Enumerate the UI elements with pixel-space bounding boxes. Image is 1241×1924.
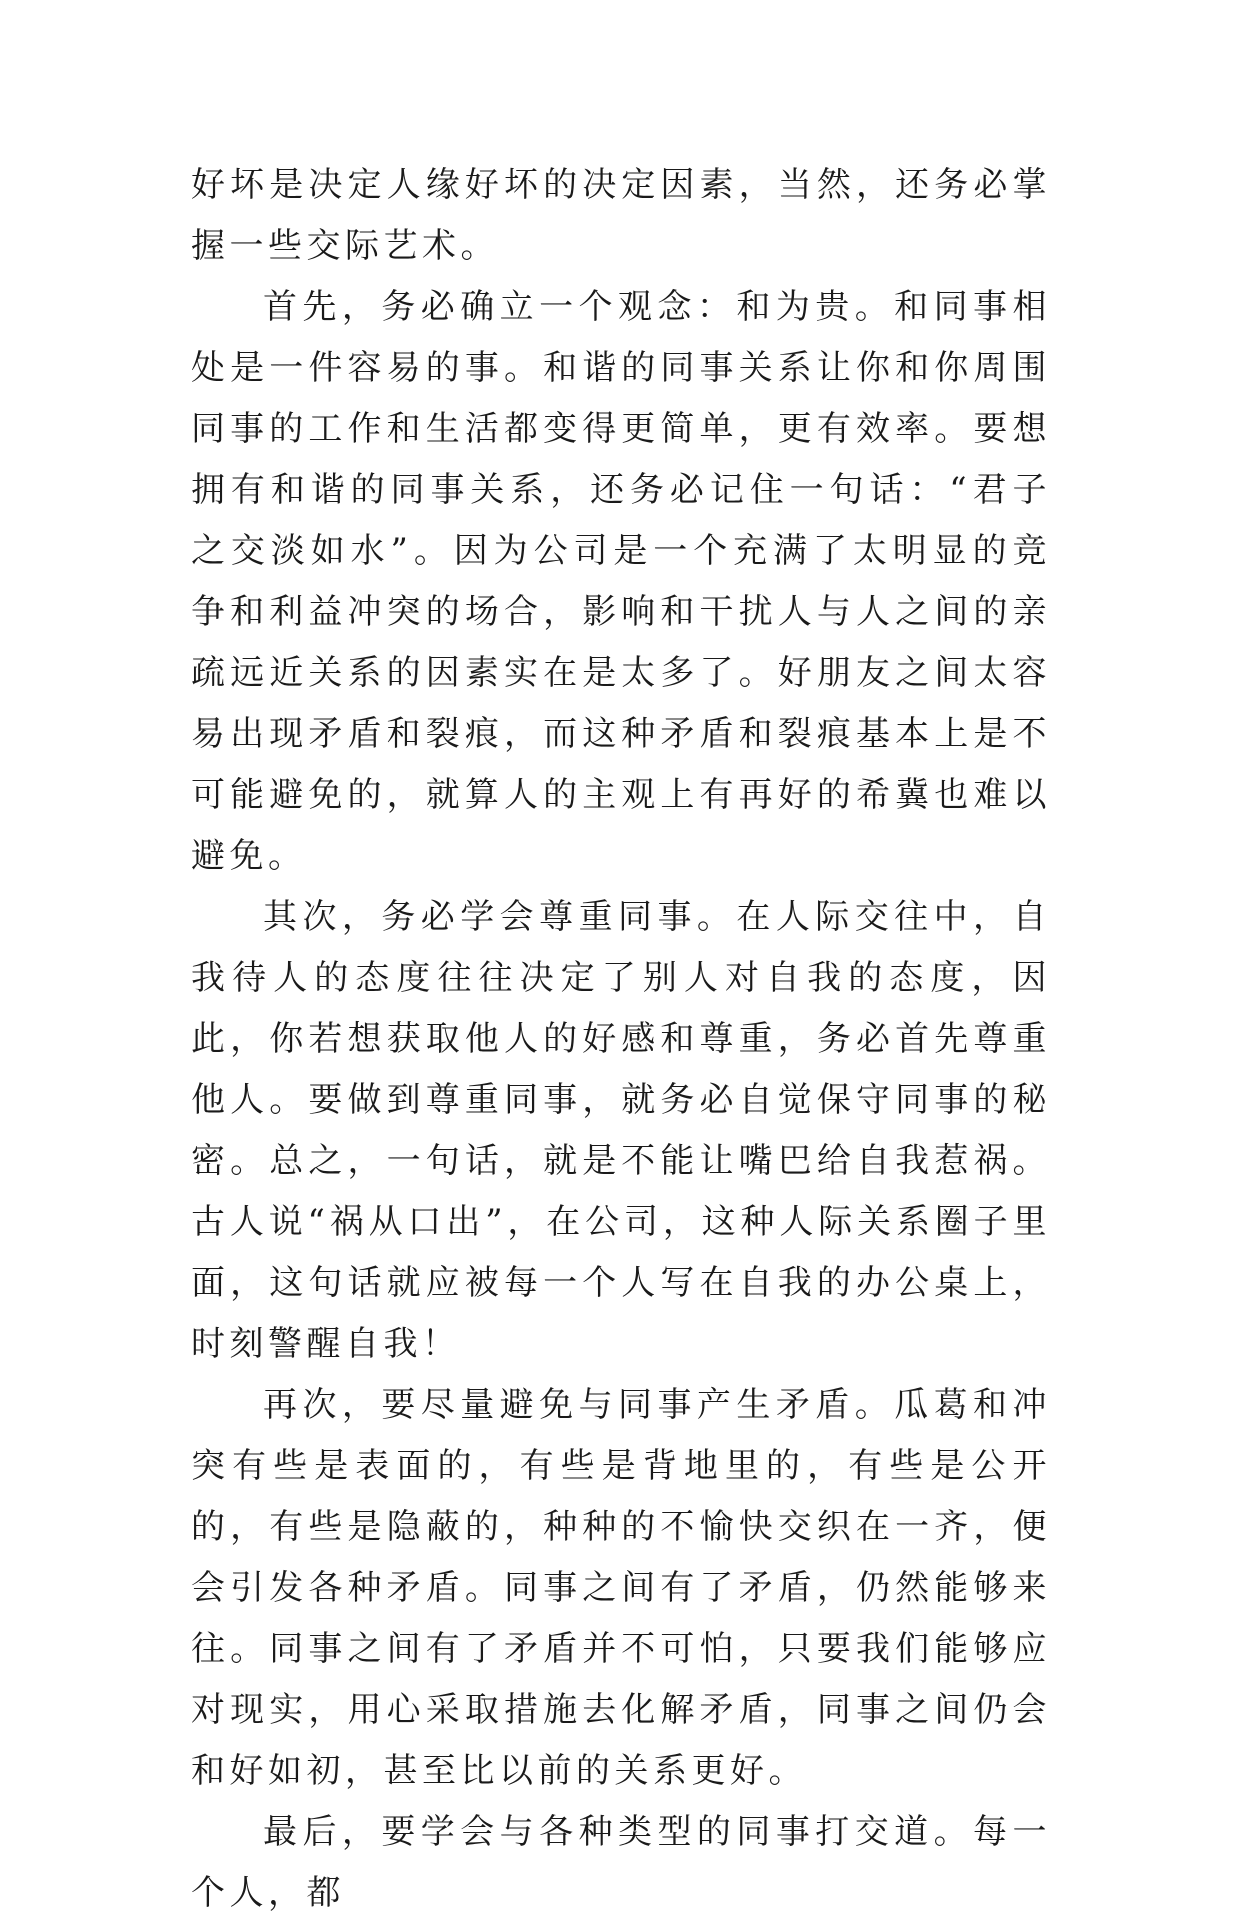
paragraph-continuation: 好坏是决定人缘好坏的决定因素，当然，还务必掌握一些交际艺术。 [191, 165, 1051, 266]
document-body [191, 155, 1051, 1924]
paragraph-first-point: 首先，务必确立一个观念：和为贵。和同事相处是一件容易的事。和谐的同事关系让你和你周围同事的工作和生活都变得更简单，更有效率。要想拥有和谐的同事关系，还务必记住一句话：“君子之交淡如水”。因为公司是一个充满了太明显的竞争和利益冲突的场合，影响和干扰人与人之间的亲疏远近关系的因素实在是太多了。好朋友之间太容易出现矛盾和裂痕，而这种矛盾和裂痕基本上是不可能避免的，就算人的主观上有再好的希冀也难以避免。 [191, 287, 1051, 876]
paragraph-final-point: 最后，要学会与各种类型的同事打交道。每一个人，都 [191, 1812, 1051, 1913]
paragraph-third-point: 再次，要尽量避免与同事产生矛盾。瓜葛和冲突有些是表面的，有些是背地里的，有些是公开的，有些是隐蔽的，种种的不愉快交织在一齐，便会引发各种矛盾。同事之间有了矛盾，仍然能够来往。同事之间有了矛盾并不可怕，只要我们能够应对现实，用心采取措施去化解矛盾，同事之间仍会和好如初，甚至比以前的关系更好。 [191, 1385, 1051, 1791]
paragraph-second-point: 其次，务必学会尊重同事。在人际交往中，自我待人的态度往往决定了别人对自我的态度，因此，你若想获取他人的好感和尊重，务必首先尊重他人。要做到尊重同事，就务必自觉保守同事的秘密。总之，一句话，就是不能让嘴巴给自我惹祸。古人说“祸从口出”，在公司，这种人际关系圈子里面，这句话就应被每一个人写在自我的办公桌上，时刻警醒自我！ [191, 897, 1051, 1364]
